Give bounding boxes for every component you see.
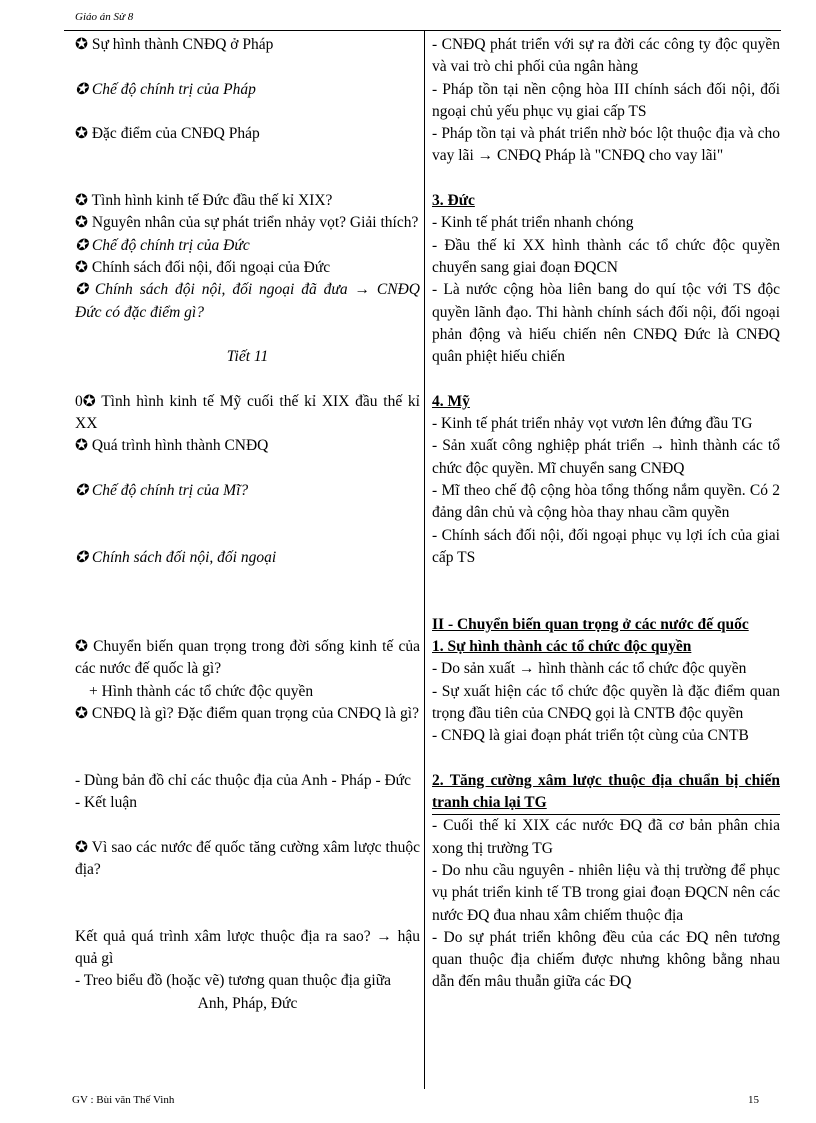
blank-line (75, 725, 420, 747)
content-item: - Kinh tế phát triển nhảy vọt vươn lên đứng đầu TG (432, 415, 753, 433)
lesson-heading: Tiết 11 (226, 348, 269, 366)
blank-line (432, 168, 780, 190)
page-number: 15 (748, 1094, 759, 1106)
activity-item: - Treo biểu đồ (hoặc vẽ) tương quan thuộc địa giữa (75, 972, 391, 990)
content-item: - Mĩ theo chế độ cộng hòa tổng thống nắm quyền. Có 2 đảng dân chủ và cộng hòa thay nhau cầm quyền (432, 481, 780, 522)
blank-line (75, 569, 420, 591)
blank-line (432, 368, 780, 390)
content-item: - Chính sách đối nội, đối ngoại phục vụ lợi ích của giai cấp TS (432, 526, 780, 566)
question-item: ✪ Chính sách đội nội, đối ngoại đã đưa → CNĐQ Đức có đặc điểm gì? (75, 281, 420, 321)
blank-line (75, 502, 420, 524)
question-item: ✪ Chính sách đối nội, đối ngoại của Đức (75, 258, 331, 276)
content-item: - Đầu thế kỉ XX hình thành các tổ chức độc quyền chuyển sang giai đoạn ĐQCN (432, 236, 780, 276)
blank-line (75, 614, 420, 636)
question-item: ✪ Chế độ chính trị của Đức (75, 236, 250, 254)
answer-note: + Hình thành các tổ chức độc quyền (89, 682, 314, 700)
question-item: ✪ Tình hình kinh tế Đức đầu thế kỉ XIX? (75, 192, 333, 210)
subsection-heading: 1. Sự hình thành các tổ chức độc quyền (432, 638, 692, 656)
content-item: - Sự xuất hiện các tổ chức độc quyền là đặc điểm quan trọng đầu tiên của CNĐQ gọi là CNTB độc quyền (432, 682, 780, 722)
blank-line (75, 368, 420, 390)
content-item: - Kinh tế phát triển nhanh chóng (432, 214, 634, 232)
blank-line (432, 748, 780, 770)
question-item: ✪ Nguyên nhân của sự phát triển nhảy vọt? Giải thích? (75, 214, 419, 232)
question-item: 0✪ Tình hình kinh tế Mỹ cuối thế kỉ XIX đầu thế kỉ XX (75, 392, 420, 433)
question-item: Kết quả quá trình xâm lược thuộc địa ra sao? → hậu quả gì (75, 927, 420, 968)
blank-line (75, 525, 420, 547)
teacher-name: GV : Bùi văn Thế Vinh (72, 1094, 175, 1106)
content-item: - Do sản xuất → hình thành các tổ chức độc quyền (432, 660, 747, 678)
question-item: ✪ Chế độ chính trị của Mĩ? (75, 481, 249, 499)
content-item: - CNĐQ là giai đoạn phát triển tột cùng của CNTB (432, 727, 749, 745)
question-item: ✪ Sự hình thành CNĐQ ở Pháp (75, 36, 274, 53)
content-item: - Sản xuất công nghiệp phát triển → hình thành các tổ chức độc quyền. Mĩ chuyển sang CNĐQ (432, 437, 780, 477)
section-heading: 3. Đức (432, 192, 475, 210)
question-item: ✪ Vì sao các nước đế quốc tăng cường xâm lược thuộc địa? (75, 838, 420, 878)
question-item: ✪ Chính sách đối nội, đối ngoại (75, 548, 277, 566)
blank-line (432, 569, 780, 591)
blank-line (432, 591, 780, 613)
content-item: - CNĐQ phát triển với sự ra đời các công ty độc quyền và vai trò chi phối của ngân hàng (432, 36, 780, 76)
header-rule (64, 30, 781, 31)
question-item: ✪ Quá trình hình thành CNĐQ (75, 437, 269, 455)
activity-item: Anh, Pháp, Đức (197, 994, 298, 1012)
blank-line (75, 324, 420, 346)
question-item: ✪ Chế độ chính trị của Pháp (75, 80, 256, 98)
activity-item: - Kết luận (75, 794, 137, 812)
content-item: - Pháp tồn tại nền cộng hòa III chính sách đối nội, đối ngoại chủ yếu phục vụ giai cấp TS (432, 80, 780, 120)
question-item: ✪ Đặc điểm của CNĐQ Pháp (75, 125, 260, 143)
section-heading: 4. Mỹ (432, 392, 470, 410)
question-item: ✪ CNĐQ là gì? Đặc điểm quan trọng của CNĐQ là gì? (75, 704, 419, 722)
blank-line (75, 814, 420, 836)
blank-line (75, 458, 420, 480)
section-heading: II - Chuyển biến quan trọng ở các nước đế quốc (432, 615, 749, 633)
activity-item: - Dùng bản đồ chỉ các thuộc địa của Anh - Pháp - Đức (75, 771, 411, 789)
column-divider (424, 31, 425, 1089)
blank-line (75, 168, 420, 190)
blank-line (75, 101, 420, 123)
subsection-heading: 2. Tăng cường xâm lược thuộc địa chuẩn bị chiến tranh chia lại TG (432, 770, 780, 816)
right-column (432, 34, 780, 994)
blank-line (75, 56, 420, 78)
blank-line (75, 881, 420, 903)
content-item: - Pháp tồn tại và phát triển nhờ bóc lột thuộc địa và cho vay lãi → CNĐQ Pháp là "CNĐQ cho vay lãi" (432, 125, 780, 165)
content-item: - Cuối thế kỉ XIX các nước ĐQ đã cơ bản phân chia xong thị trường TG (432, 817, 780, 857)
content-item: - Là nước cộng hòa liên bang do quí tộc với TS độc quyền lãnh đạo. Thi hành chính sách đối nội, đối ngoại phản động và hiếu chiến nên CNĐQ Đức là CNĐQ quân phiệt hiếu chiến (432, 281, 780, 366)
question-item: ✪ Chuyển biến quan trọng trong đời sống kinh tế của các nước đế quốc là gì? (75, 638, 420, 678)
left-column (75, 34, 420, 1015)
blank-line (75, 904, 420, 926)
blank-line (75, 145, 420, 167)
content-item: - Do sự phát triển không đều của các ĐQ nên tương quan thuộc địa chiếm được nhưng không bằng nhau dẫn đến mâu thuẫn giữa các ĐQ (432, 928, 780, 991)
content-item: - Do nhu cầu nguyên - nhiên liệu và thị trường để phục vụ phát triển kinh tế TB trong giai đoạn ĐQCN nên các nước ĐQ đua nhau xâm chiếm thuộc địa (432, 861, 780, 924)
blank-line (75, 748, 420, 770)
blank-line (75, 591, 420, 613)
document-header: Giáo án Sử 8 (75, 11, 134, 23)
